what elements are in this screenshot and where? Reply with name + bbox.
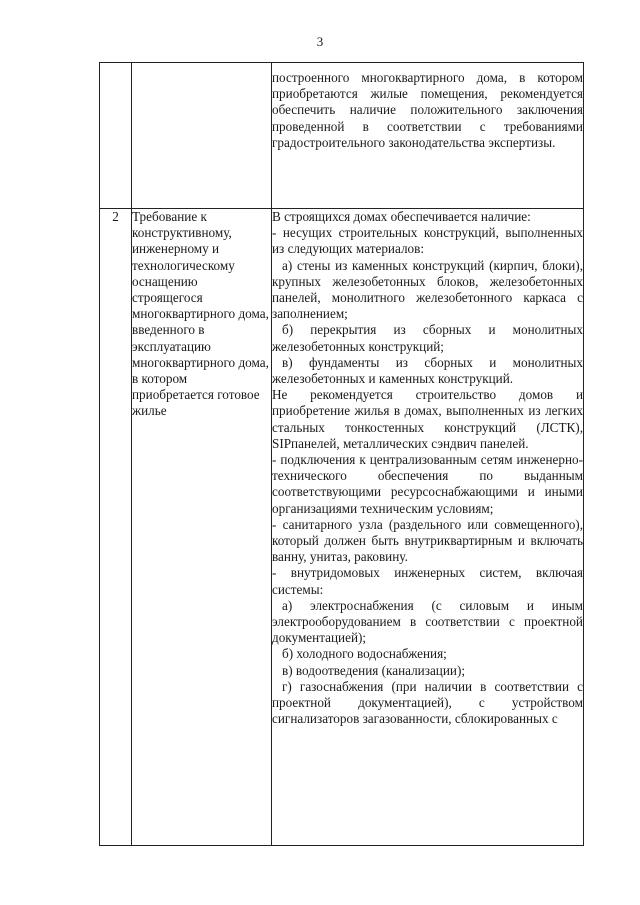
description-paragraph: построенного многоквартирного дома, в котором приобретаются жилые помещения, рекомендуется обеспечить наличие положительного заключения проведенной в соответствии с требованиями градостроительного законодательства экспертизы. xyxy=(272,70,583,150)
description-cell xyxy=(272,209,584,846)
page-number: 3 xyxy=(316,34,324,49)
description-paragraph: - внутридомовых инженерных систем, включая системы: xyxy=(272,565,583,597)
row-number-cell xyxy=(100,63,132,209)
description-paragraph: - несущих строительных конструкций, выполненных из следующих материалов: xyxy=(272,225,583,257)
row-number-cell: 2 xyxy=(100,209,132,846)
description-cell xyxy=(272,63,584,209)
table-row xyxy=(100,209,584,846)
description-paragraph: - санитарного узла (раздельного или совмещенного), который должен быть внутриквартирным и включать ванну, унитаз, раковину. xyxy=(272,516,583,565)
description-paragraph: а) стены из каменных конструкций (кирпич, блоки), крупных железобетонных блоков, железобетонных панелей, монолитного железобетонного каркаса с заполнением; xyxy=(272,257,583,322)
description-paragraph: - подключения к централизованным сетям инженерно-технического обеспечения по выданным соответствующими ресурсоснабжающими и иными организациями техническим условиям; xyxy=(272,452,583,516)
requirement-cell: Требование к конструктивному, инженерному и технологическому оснащению строящегося многоквартирного дома, введенного в эксплуатацию многоквартирного дома, в котором приобретается готовое жилье xyxy=(132,209,272,846)
description-paragraph: В строящихся домах обеспечивается наличие: xyxy=(272,209,531,224)
description-paragraph: б) перекрытия из сборных и монолитных железобетонных конструкций; xyxy=(272,322,583,354)
requirements-table xyxy=(99,62,584,846)
description-paragraph: б) холодного водоснабжения; xyxy=(282,646,447,662)
requirement-cell xyxy=(132,63,272,209)
description-paragraph: Не рекомендуется строительство домов и приобретение жилья в домах, выполненных из легких стальных тонкостенных конструкций (ЛСТК), SIPпанелей, металлических сэндвич панелей. xyxy=(272,387,583,451)
description-paragraph: в) фундаменты из сборных и монолитных железобетонных и каменных конструкций. xyxy=(272,354,583,387)
description-paragraph: в) водоотведения (канализации); xyxy=(282,662,466,678)
description-paragraph: г) газоснабжения (при наличии в соответствии с проектной документацией), с устройством сигнализаторов загазованности, сблокированных с xyxy=(272,678,583,727)
table-row xyxy=(100,63,584,209)
description-paragraph: а) электроснабжения (с силовым и иным электрооборудованием в соответствии с проектной документацией); xyxy=(272,597,583,646)
